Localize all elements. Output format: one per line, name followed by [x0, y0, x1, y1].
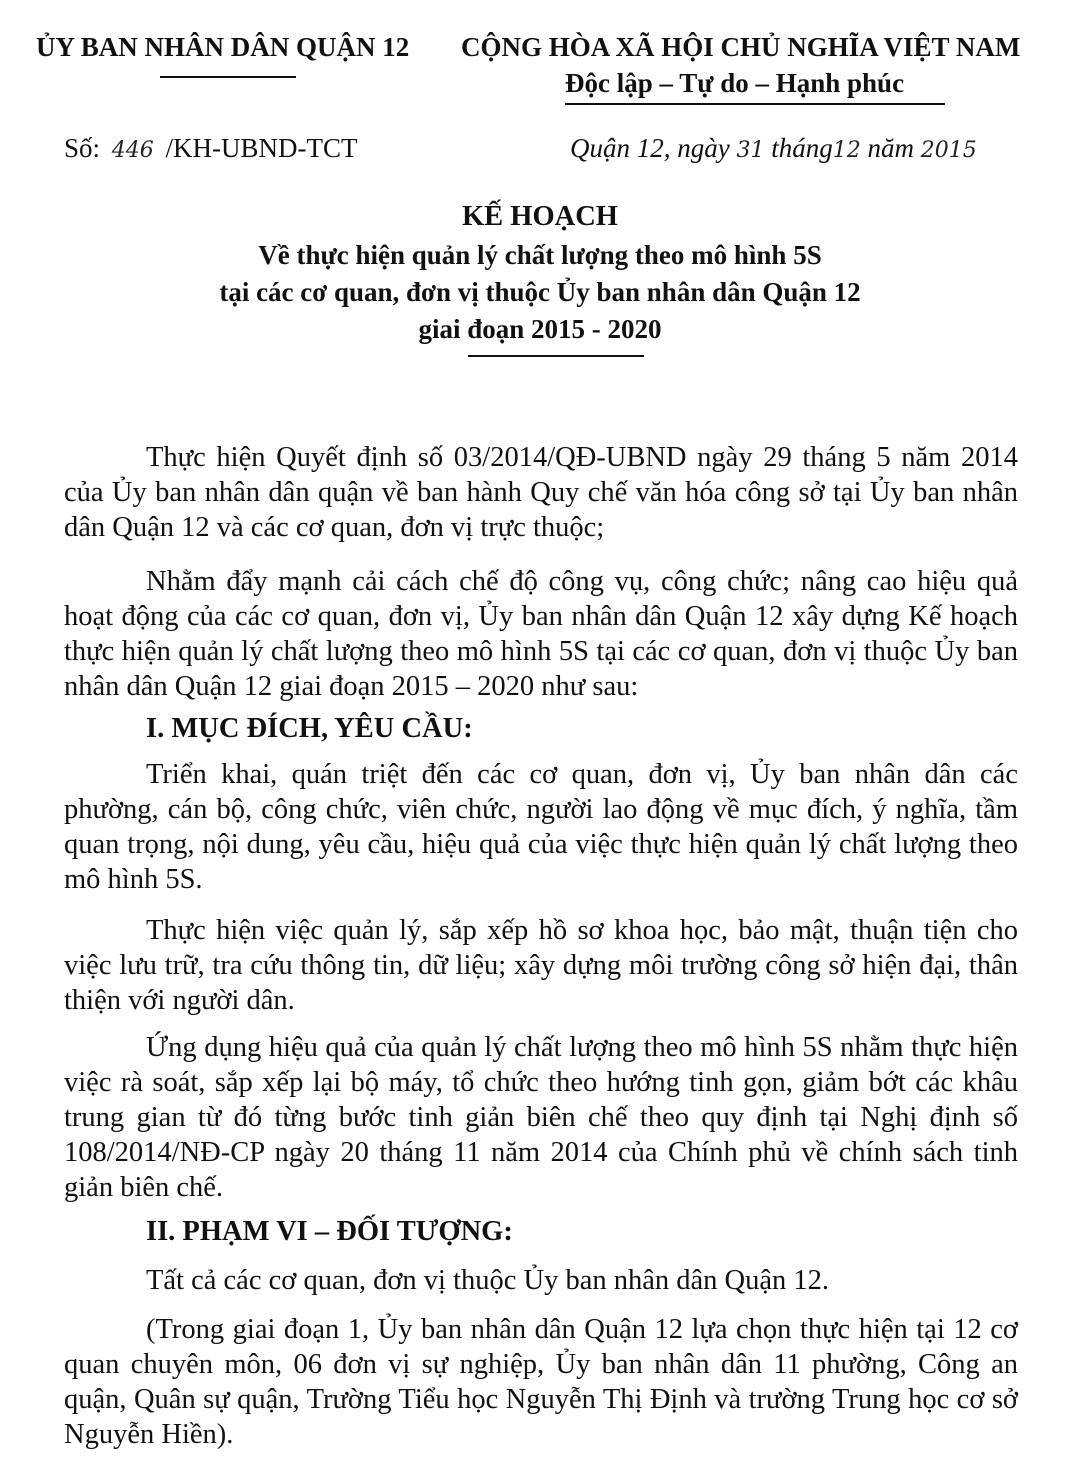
paragraph-objective-3: Ứng dụng hiệu quả của quản lý chất lượng theo mô hình 5S nhằm thực hiện việc rà soát, sắp xếp lại bộ máy, tổ chức theo hướng tinh gọn, giảm bớt các khâu trung gian từ đó từng bước tinh giản biên chế theo quy định tại Nghị định số 108/2014/NĐ-CP ngày 20 tháng 11 năm 2014 của Chính phủ về chính sách tinh giản biên chế. [64, 1032, 1018, 1203]
document-date [570, 133, 977, 164]
section-heading-2: II. PHẠM VI – ĐỐI TƯỢNG: [146, 1216, 513, 1247]
document-title: KẾ HOẠCH [462, 201, 618, 232]
date-year-word: năm [867, 133, 914, 163]
paragraph-objective-1: Triển khai, quán triệt đến các cơ quan, đơn vị, Ủy ban nhân dân các phường, cán bộ, công chức, viên chức, người lao động về mục đích, ý nghĩa, tầm quan trọng, nội dung, yêu cầu, hiệu quả của việc thực hiện quản lý chất lượng theo mô hình 5S. [64, 759, 1018, 895]
title-line-3: giai đoạn 2015 - 2020 [418, 314, 662, 344]
title-line-1: Về thực hiện quản lý chất lượng theo mô hình 5S [258, 240, 822, 270]
title-underline [468, 355, 644, 357]
title-line-2: tại các cơ quan, đơn vị thuộc Ủy ban nhân dân Quận 12 [219, 277, 861, 307]
date-year: 2015 [920, 138, 977, 163]
date-day: 31 [736, 138, 765, 163]
motto-underline [565, 103, 945, 105]
doc-number-handwritten: 446 [111, 138, 154, 163]
paragraph-intro-purpose: Nhằm đẩy mạnh cải cách chế độ công vụ, công chức; nâng cao hiệu quả hoạt động của các cơ quan, đơn vị, Ủy ban nhân dân Quận 12 xây dựng Kế hoạch thực hiện quản lý chất lượng theo mô hình 5S tại các cơ quan, đơn vị thuộc Ủy ban nhân dân Quận 12 giai đoạn 2015 – 2020 như sau: [64, 566, 1018, 702]
paragraph-objective-2: Thực hiện việc quản lý, sắp xếp hồ sơ khoa học, bảo mật, thuận tiện cho việc lưu trữ, tra cứu thông tin, dữ liệu; xây dựng môi trường công sở hiện đại, thân thiện với người dân. [64, 915, 1018, 1016]
date-month-word: tháng [771, 133, 833, 163]
paragraph-scope: Tất cả các cơ quan, đơn vị thuộc Ủy ban nhân dân Quận 12. [146, 1265, 830, 1296]
section-heading-1: I. MỤC ĐÍCH, YÊU CẦU: [146, 713, 473, 744]
national-motto: Độc lập – Tự do – Hạnh phúc [565, 68, 905, 98]
issuing-agency: ỦY BAN NHÂN DÂN QUẬN 12 [36, 32, 410, 62]
nation-name: CỘNG HÒA XÃ HỘI CHỦ NGHĨA VIỆT NAM [461, 32, 1021, 62]
agency-underline [160, 76, 296, 78]
date-month: 12 [832, 138, 861, 163]
document-number [64, 133, 358, 164]
paragraph-intro-decision: Thực hiện Quyết định số 03/2014/QĐ-UBND ngày 29 tháng 5 năm 2014 của Ủy ban nhân dân quận về ban hành Quy chế văn hóa công sở tại Ủy ban nhân dân Quận 12 và các cơ quan, đơn vị trực thuộc; [64, 442, 1018, 543]
doc-number-suffix: /KH-UBND-TCT [165, 133, 358, 163]
doc-number-prefix: Số: [64, 133, 101, 163]
paragraph-scope-detail: (Trong giai đoạn 1, Ủy ban nhân dân Quận 12 lựa chọn thực hiện tại 12 cơ quan chuyên môn, 06 đơn vị sự nghiệp, Ủy ban nhân dân 11 phường, Công an quận, Quân sự quận, Trường Tiểu học Nguyễn Thị Định và trường Trung học cơ sở Nguyễn Hiền). [64, 1314, 1018, 1450]
date-place: Quận 12, ngày [570, 133, 730, 163]
